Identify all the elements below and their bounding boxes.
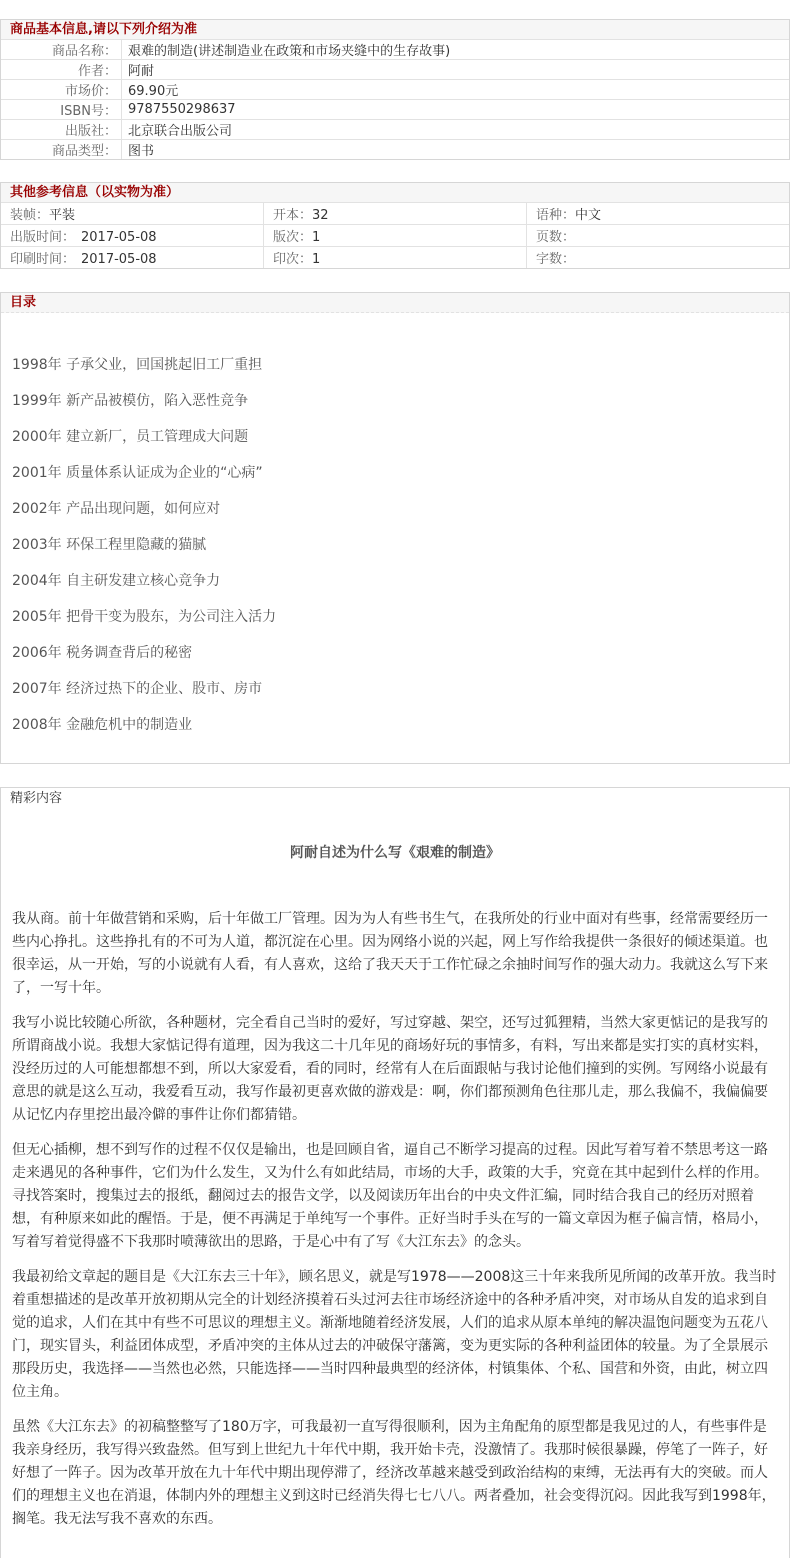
basic-info-label: 出版社： <box>1 120 122 140</box>
toc-list <box>1 313 789 752</box>
reference-info-key: 开本： <box>273 208 313 223</box>
reference-info-value: 2017-05-08 <box>81 252 157 267</box>
basic-info-row <box>1 60 789 80</box>
article-paragraph: 我写小说比较随心所欲，各种题材，完全看自己当时的爱好，写过穿越、架空，还写过狐狸精，当然大家更惦记的是我写的所谓商战小说。我想大家惦记得有道理，因为我这二十几年见的商场好玩的事情多，有料，写出来都是实打实的真材实料，没经历过的人可能想都想不到，所以大家爱看，看的同时，经常有人在后面跟帖与我讨论他们撞到的实例。写网络小说最有意思的就是这么互动，我爱看互动，我写作最初更喜欢做的游戏是：啊，你们都预测角色往那儿走，那么我偏不，我偏偏要从记忆内存里挖出最冷僻的事件让你们都猜错。 <box>12 1015 768 1123</box>
basic-info-row <box>1 40 789 60</box>
toc-title: 目录 <box>1 293 789 313</box>
toc-item: 2003年 环保工程里隐藏的猫腻 <box>12 537 207 553</box>
toc-item: 1998年 子承父业，回国挑起旧工厂重担 <box>12 357 263 373</box>
basic-info-row <box>1 120 789 140</box>
article-title: 阿耐自述为什么写《艰难的制造》 <box>290 845 500 861</box>
toc-item: 2001年 质量体系认证成为企业的“心病” <box>12 465 263 481</box>
article-paragraph: 我从商。前十年做营销和采购，后十年做工厂管理。因为为人有些书生气，在我所处的行业中面对有些事，经常需要经历一些内心挣扎。这些挣扎有的不可为人道，都沉淀在心里。因为网络小说的兴起，网上写作给我提供一条很好的倾述渠道。也很幸运，从一开始，写的小说就有人看，有人喜欢，这给了我天天于工作忙碌之余抽时间写作的强大动力。我就这么写下来了，一写十年。 <box>12 911 768 996</box>
reference-info-cell <box>264 225 527 247</box>
toc-item: 2004年 自主研发建立核心竞争力 <box>12 573 221 589</box>
toc-item: 1999年 新产品被模仿，陷入恶性竞争 <box>12 393 249 409</box>
reference-info-value: 32 <box>312 208 329 223</box>
reference-info-cell <box>1 247 264 269</box>
toc-item: 2008年 金融危机中的制造业 <box>12 717 193 733</box>
reference-info-cell <box>1 225 264 247</box>
basic-info-value: 艰难的制造(讲述制造业在政策和市场夹缝中的生存故事) <box>128 44 451 59</box>
reference-info-key: 出版时间： <box>10 230 76 245</box>
basic-info-row <box>1 140 789 160</box>
excerpt-panel <box>0 787 790 1558</box>
reference-info-value: 1 <box>312 230 321 245</box>
toc-item: 2007年 经济过热下的企业、股市、房市 <box>12 681 263 697</box>
article-paragraph: 但无心插柳，想不到写作的过程不仅仅是输出，也是回顾自省，逼自己不断学习提高的过程。因此写着写着不禁思考这一路走来遇见的各种事件，它们为什么发生，又为什么有如此结局，市场的大手，政策的大手，究竟在其中起到什么样的作用。寻找答案时，搜集过去的报纸，翻阅过去的报告文学，以及阅读历年出台的中央文件汇编，同时结合我自己的经历对照着想，有种原来如此的醒悟。于是，便不再满足于单纯写一个事件。正好当时手头在写的一篇文章因为框子偏言情，格局小，写着写着觉得盛不下我那时喷薄欲出的思路，于是心中有了写《大江东去》的念头。 <box>12 1142 768 1250</box>
article-body <box>12 908 780 1543</box>
basic-info-value: 69.90元 <box>122 80 790 100</box>
toc-item: 2005年 把骨干变为股东，为公司注入活力 <box>12 609 277 625</box>
basic-info-value: 图书 <box>122 140 790 160</box>
reference-info-key: 版次： <box>273 230 313 245</box>
basic-info-label: 作者： <box>1 60 122 80</box>
basic-info-row <box>1 80 789 100</box>
basic-info-title: 商品基本信息,请以下列介绍为准 <box>1 20 789 40</box>
reference-info-key: 印次： <box>273 252 313 267</box>
basic-info-panel <box>0 19 790 160</box>
reference-info-cell <box>1 203 264 225</box>
reference-info-row <box>1 203 789 225</box>
article-paragraph: 虽然《大江东去》的初稿整整写了180万字，可我最初一直写得很顺利，因为主角配角的原型都是我见过的人，有些事件是我亲身经历，我写得兴致盎然。但写到上世纪九十年代中期，我开始卡壳，没激情了。我那时候很暴躁，停笔了一阵子，好好想了一阵子。因为改革开放在九十年代中期出现停滞了，经济改革越来越受到政治结构的束缚，无法再有大的突破。而人们的理想主义也在消退，体制内外的理想主义到这时已经消失得七七八八。两者叠加，社会变得沉闷。因此我写到1998年，搁笔。我无法写我不喜欢的东西。 <box>12 1419 776 1527</box>
basic-info-value: 北京联合出版公司 <box>122 120 790 140</box>
reference-info-cell <box>527 225 790 247</box>
reference-info-row <box>1 247 789 269</box>
basic-info-row <box>1 100 789 120</box>
reference-info-key: 字数： <box>536 252 576 267</box>
basic-info-label: 商品类型： <box>1 140 122 160</box>
article-paragraph: 我最初给文章起的题目是《大江东去三十年》，顾名思义，就是写1978——2008这三十年来我所见所闻的改革开放。我当时着重想描述的是改革开放初期从完全的计划经济摸着石头过河去往市场经济途中的各种矛盾冲突，对市场从自发的追求到自觉的追求，人们在其中有些不可思议的理想主义。渐渐地随着经济发展，人们的追求从原本单纯的解决温饱问题变为五花八门，现实冒头，利益团体成型，矛盾冲突的主体从过去的冲破保守藩篱，变为更实际的各种利益团体的较量。为了全景展示那段历史，我选择——当然也必然，只能选择——当时四种最典型的经济体，村镇集体、个私、国营和外资，由此，树立四位主角。 <box>12 1269 777 1400</box>
reference-info-row <box>1 225 789 247</box>
reference-info-title: 其他参考信息（以实物为准） <box>1 183 789 203</box>
reference-info-cell <box>527 247 790 269</box>
reference-info-value: 2017-05-08 <box>81 230 157 245</box>
reference-info-cell <box>527 203 790 225</box>
reference-info-key: 印刷时间： <box>10 252 76 267</box>
toc-panel <box>0 292 790 764</box>
basic-info-label: 商品名称： <box>1 40 122 60</box>
reference-info-table <box>1 203 789 268</box>
basic-info-table <box>1 40 789 159</box>
toc-item: 2000年 建立新厂，员工管理成大问题 <box>12 429 249 445</box>
basic-info-label: ISBN号： <box>1 100 122 120</box>
reference-info-key: 语种： <box>536 208 576 223</box>
reference-info-value: 平装 <box>49 208 76 223</box>
reference-info-cell <box>264 247 527 269</box>
basic-info-label: 市场价： <box>1 80 122 100</box>
reference-info-panel <box>0 182 790 269</box>
reference-info-value: 中文 <box>575 208 602 223</box>
basic-info-value: 9787550298637 <box>122 100 790 120</box>
reference-info-cell <box>264 203 527 225</box>
basic-info-value: 阿耐 <box>122 60 790 80</box>
toc-item: 2002年 产品出现问题，如何应对 <box>12 501 221 517</box>
reference-info-value: 1 <box>312 252 321 267</box>
toc-item: 2006年 税务调查背后的秘密 <box>12 645 193 661</box>
reference-info-key: 装帧： <box>10 208 50 223</box>
reference-info-key: 页数： <box>536 230 576 245</box>
excerpt-title: 精彩内容 <box>10 791 63 806</box>
